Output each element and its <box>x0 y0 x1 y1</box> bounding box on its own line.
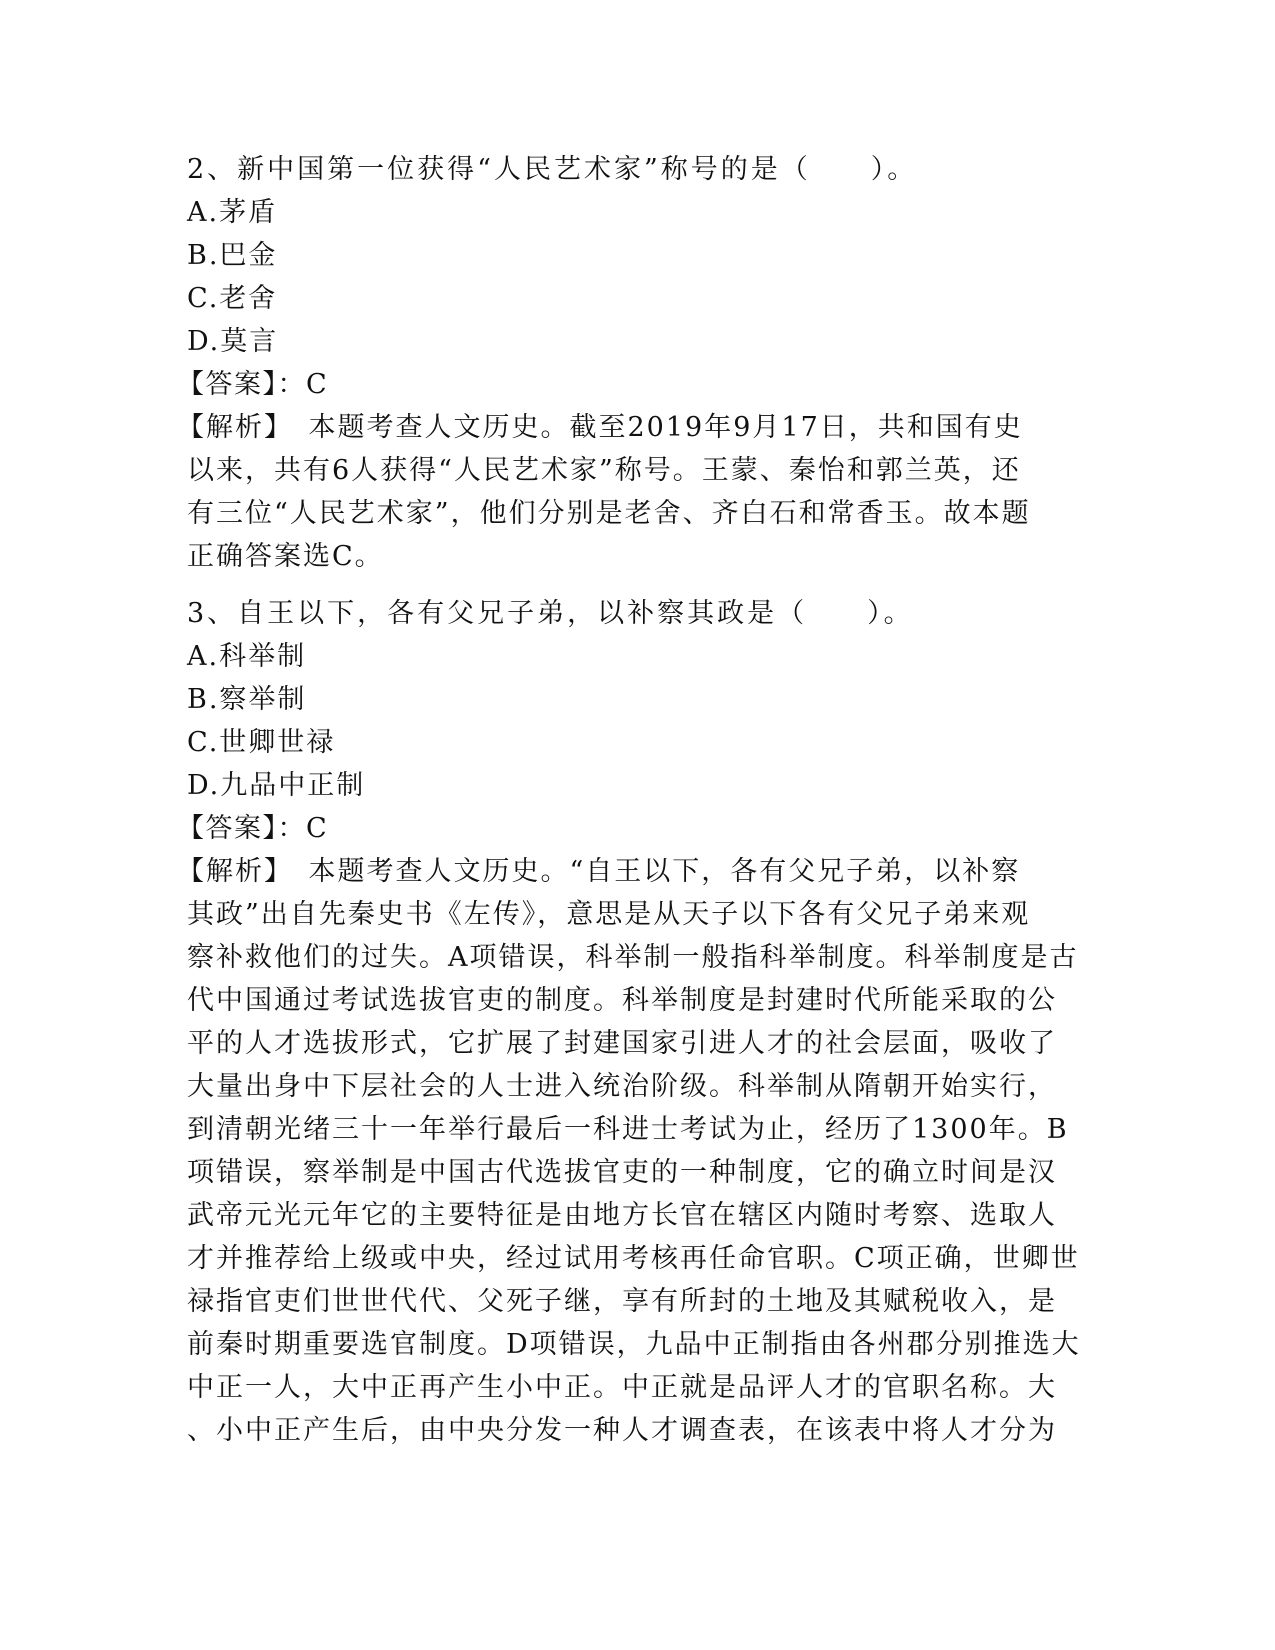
analysis-line: 【解析】 本题考查人文历史。截至2019年9月17日，共和国有史 <box>177 412 1023 443</box>
analysis-line: 前秦时期重要选官制度。D项错误，九品中正制指由各州郡分别推选大 <box>187 1329 1081 1360</box>
analysis-line: 大量出身中下层社会的人士进入统治阶级。科举制从隋朝开始实行， <box>187 1071 1057 1102</box>
analysis-line: 有三位“人民艺术家”，他们分别是老舍、齐白石和常香玉。故本题 <box>187 498 1031 529</box>
analysis-line: 平的人才选拔形式，它扩展了封建国家引进人才的社会层面，吸收了 <box>187 1028 1057 1059</box>
analysis-block <box>177 850 1087 1452</box>
analysis-line: 、小中正产生后，由中央分发一种人才调查表，在该表中将人才分为 <box>187 1415 1057 1446</box>
option-c: C.世卿世禄 <box>187 727 336 758</box>
analysis-line: 中正一人，大中正再产生小中正。中正就是品评人才的官职名称。大 <box>187 1372 1057 1403</box>
analysis-line: 到清朝光绪三十一年举行最后一科进士考试为止，经历了1300年。B <box>187 1114 1069 1145</box>
option-b: B.察举制 <box>187 684 307 715</box>
analysis-line: 代中国通过考试选拔官吏的制度。科举制度是封建时代所能采取的公 <box>187 985 1057 1016</box>
option-b: B.巴金 <box>187 240 278 271</box>
answer-line: 【答案】：C <box>177 813 329 844</box>
analysis-line: 察补救他们的过失。A项错误，科举制一般指科举制度。科举制度是古 <box>187 942 1079 973</box>
analysis-line: 才并推荐给上级或中央，经过试用考核再任命官职。C项正确，世卿世 <box>187 1243 1080 1274</box>
analysis-line: 以来，共有6人获得“人民艺术家”称号。王蒙、秦怡和郭兰英，还 <box>187 455 1021 486</box>
analysis-line: 项错误，察举制是中国古代选拔官吏的一种制度，它的确立时间是汉 <box>187 1157 1057 1188</box>
analysis-line: 【解析】 本题考查人文历史。“自王以下，各有父兄子弟，以补察 <box>177 856 1021 887</box>
document-page <box>177 148 1087 1452</box>
question-stem: 2、新中国第一位获得“人民艺术家”称号的是（ ）。 <box>187 154 918 185</box>
option-a: A.茅盾 <box>187 197 278 228</box>
option-d: D.莫言 <box>187 326 279 357</box>
option-d: D.九品中正制 <box>187 770 366 801</box>
analysis-block <box>177 406 1087 578</box>
analysis-line: 武帝元光元年它的主要特征是由地方长官在辖区内随时考察、选取人 <box>187 1200 1057 1231</box>
question-3 <box>177 592 1087 1452</box>
analysis-line: 其政”出自先秦史书《左传》，意思是从天子以下各有父兄子弟来观 <box>187 899 1031 930</box>
option-c: C.老舍 <box>187 283 278 314</box>
analysis-line: 正确答案选C。 <box>187 541 384 572</box>
question-stem: 3、自王以下，各有父兄子弟，以补察其政是（ ）。 <box>187 598 914 629</box>
analysis-line: 禄指官吏们世世代代、父死子继，享有所封的土地及其赋税收入，是 <box>187 1286 1057 1317</box>
question-2 <box>177 148 1087 578</box>
option-a: A.科举制 <box>187 641 307 672</box>
answer-line: 【答案】：C <box>177 369 329 400</box>
